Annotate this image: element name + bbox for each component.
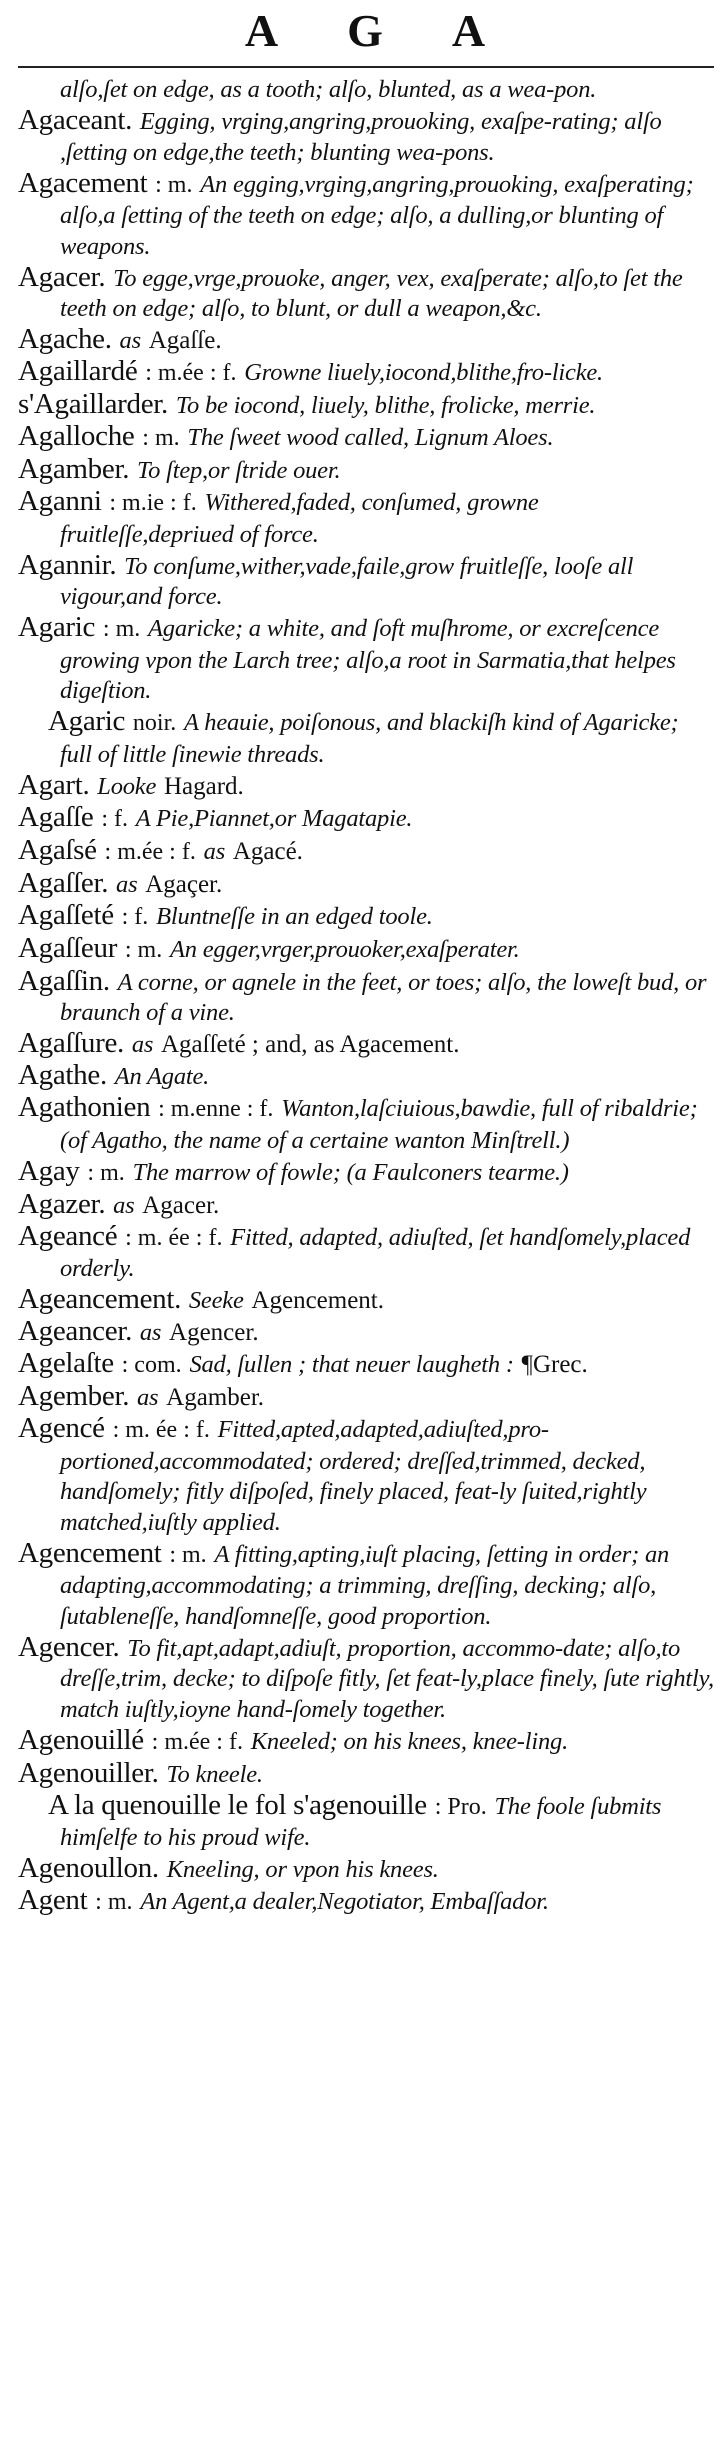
entry-cross-reference: Agaſſe. — [148, 327, 222, 354]
entry-headword: Agart. — [18, 768, 90, 801]
entry-headword: Agencement — [18, 1536, 162, 1569]
entry-headword: Aganni — [18, 485, 102, 517]
entry-grammar-note: : com. — [121, 1352, 182, 1378]
entry-definition: The marrow of fowle; (a Faulconers tearme.) — [132, 1158, 569, 1186]
entry-definition: Fitted,apted,adapted,adiuſted,pro-portioned,accommodated; ordered; dreſſed,trimmed, decked, handſomely; fitly diſpoſed, finely placed, feat-ly ſuited,rightly matched,iuſtly applied. — [60, 1416, 647, 1536]
entry-grammar-note: : m.enne : f. — [158, 1096, 274, 1122]
entry-definition: as — [116, 870, 138, 898]
entry-definition: Sad, ſullen ; that neuer laugheth : — [189, 1351, 514, 1378]
entry-headword: Agaſſure. — [18, 1027, 125, 1059]
dictionary-entry — [18, 1187, 714, 1221]
entry-headword: Agaſſin. — [18, 964, 110, 997]
entry-definition: Kneeling, or vpon his knees. — [166, 1856, 439, 1883]
entry-definition: as — [139, 1319, 162, 1346]
dictionary-entry — [18, 260, 714, 324]
entry-cross-reference: Agaçer. — [145, 870, 223, 898]
entry-headword: Agaceant. — [18, 104, 133, 136]
dictionary-entry — [18, 1219, 714, 1284]
dictionary-entry — [18, 166, 714, 262]
entry-definition: To fit,apt,adapt,adiuſt, proportion, accommo-date; alſo,to dreſſe,trim, decke; to diſpoſe fitly, ſet feat-ly,place finely, ſute rightly, match iuſtly,ioyne hand-ſomely together. — [60, 1634, 714, 1723]
entry-definition: Withered,faded, conſumed, growne fruitleſſe,depriued of force. — [60, 489, 539, 548]
dictionary-entry — [18, 613, 714, 706]
dictionary-entry — [18, 1756, 714, 1790]
entry-cross-reference: Agencer. — [169, 1319, 259, 1346]
entry-grammar-note: : m. — [169, 1541, 207, 1568]
entry-definition: A corne, or agnele in the feet, or toes; alſo, the loweſt bud, or braunch of a vine. — [60, 968, 707, 1026]
dictionary-entry — [18, 707, 714, 769]
entry-headword: Agalloche — [18, 420, 135, 452]
entry-definition: The foole ſubmits himſelfe to his proud wife. — [60, 1792, 662, 1851]
dictionary-entry — [18, 74, 714, 105]
entry-grammar-note: : m. — [155, 171, 193, 198]
dictionary-entry — [18, 1093, 714, 1155]
entry-definition: The ſweet wood called, Lignum Aloes. — [187, 424, 554, 451]
entry-definition: To ſtep,or ſtride ouer. — [136, 457, 341, 484]
entry-grammar-note: : m. — [142, 425, 180, 451]
entry-definition: as — [119, 327, 141, 354]
entry-grammar-note: : m. — [124, 936, 163, 963]
entry-cross-reference: Agencement. — [251, 1287, 385, 1314]
dictionary-entry — [18, 1061, 714, 1092]
entry-cross-reference: Agacer. — [142, 1191, 220, 1219]
entry-grammar-note: : m.ie : f. — [109, 490, 197, 516]
dictionary-entry — [18, 357, 714, 389]
entry-headword: Agazer. — [18, 1187, 106, 1220]
entry-definition: Kneeled; on his knees, knee-ling. — [250, 1727, 568, 1755]
entry-headword: Agaſſeur — [18, 931, 118, 964]
entry-grammar-note: : m. — [95, 1889, 133, 1915]
dictionary-entry — [18, 866, 714, 900]
entry-definition: Fitted, adapted, adiuſted, ſet handſomely,placed orderly. — [60, 1223, 691, 1282]
dictionary-entry — [18, 964, 714, 1028]
entry-cross-reference: Agamber. — [166, 1384, 265, 1411]
dictionary-entry — [18, 455, 714, 486]
entry-headword: Agaric — [18, 611, 96, 643]
entry-headword: Agencer. — [18, 1630, 120, 1663]
dictionary-entry — [18, 325, 714, 356]
entry-definition: A Pie,Piannet,or Magatapie. — [135, 804, 413, 832]
entry-headword: Agenoullon. — [18, 1852, 159, 1884]
dictionary-entry — [18, 931, 714, 966]
entry-grammar-note: : m. — [102, 616, 141, 642]
entry-headword: Ageancement. — [18, 1283, 182, 1315]
entry-definition: as — [136, 1384, 159, 1411]
entry-definition: To egge,vrge,prouoke, anger, vex, exaſperate; alſo,to ſet the teeth on edge; alſo, to blunt, or dull a weapon,&c. — [60, 264, 683, 322]
entry-grammar-note: : m. ée : f. — [112, 1417, 210, 1443]
entry-definition: To kneele. — [166, 1760, 263, 1788]
entry-grammar-note: : Pro. — [434, 1793, 487, 1820]
dictionary-entry — [18, 768, 714, 802]
entry-headword: Agaſſer. — [18, 866, 109, 899]
dictionary-entry — [18, 898, 714, 933]
dictionary-entry — [18, 1029, 714, 1060]
entry-definition: To be iocond, liuely, blithe, frolicke, merrie. — [175, 392, 596, 419]
entry-headword: Agaſsé — [18, 833, 97, 866]
entry-headword: Agenouillé — [18, 1723, 144, 1756]
entry-headword: Agenouiller. — [18, 1756, 159, 1789]
entry-grammar-note: : f. — [121, 903, 149, 930]
dictionary-entry — [18, 833, 714, 868]
entry-definition: as — [113, 1191, 135, 1219]
entry-definition: Agaricke; a white, and ſoft muſhrome, or excreſcence growing vpon the Larch tree; alſo,a root in Sarmatia,that helpes digeſtion. — [60, 615, 676, 704]
entry-definition: Growne liuely,iocond,blithe,fro-licke. — [244, 359, 603, 386]
entry-headword: Agannir. — [18, 548, 117, 581]
entry-headword: Agache. — [18, 323, 112, 355]
dictionary-entry — [18, 487, 714, 549]
entry-headword: Agay — [18, 1154, 80, 1187]
dictionary-entry — [18, 1886, 714, 1918]
entry-grammar-note: : f. — [101, 805, 128, 832]
entry-definition: Egging, vrging,angring,prouoking, exaſpe-rating; alſo ,ſetting on edge,the teeth; blunting wea-pons. — [60, 108, 662, 166]
running-head: A G A — [244, 5, 516, 56]
entry-definition: An egger,vrger,prouoker,exaſperater. — [170, 935, 520, 963]
entry-headword: Agember. — [18, 1380, 130, 1412]
dictionary-entry — [18, 1154, 714, 1189]
entry-cross-reference: ¶Grec. — [521, 1351, 588, 1378]
dictionary-entry — [18, 548, 714, 612]
entry-definition: An Agate. — [114, 1063, 210, 1090]
dictionary-entry — [18, 1317, 714, 1348]
dictionary-entry — [18, 1788, 714, 1853]
entry-headword: Agaric — [48, 705, 126, 737]
entry-headword: Agelaſte — [18, 1347, 114, 1379]
entry-grammar-note: : m. — [87, 1159, 125, 1186]
dictionary-entry — [18, 1285, 714, 1316]
entry-headword: Ageancé — [18, 1219, 118, 1252]
dictionary-entry — [18, 106, 714, 167]
entry-headword: Agent — [18, 1884, 88, 1916]
dictionary-entry — [18, 422, 714, 454]
entry-definition: as — [131, 1031, 154, 1058]
entry-grammar-note: : m. ée : f. — [125, 1224, 223, 1251]
entry-cross-reference: Hagard. — [163, 772, 244, 800]
entry-definition: Looke — [97, 772, 157, 800]
entry-grammar-note: : m.ée : f. — [145, 360, 237, 386]
dictionary-entry — [18, 1349, 714, 1381]
entry-definition: A fitting,apting,iuſt placing, ſetting in order; an adapting,accommodating; a trimming, dreſſing, decking; alſo, ſutableneſſe, handſomneſſe, good proportion. — [60, 1540, 670, 1630]
entry-definition: An Agent,a dealer,Negotiator, Embaſſador. — [140, 1888, 549, 1915]
entry-headword: Ageancer. — [18, 1315, 133, 1347]
entry-grammar-note: : m.ée : f. — [104, 838, 196, 865]
entry-definition: alſo,ſet on edge, as a tooth; alſo, blunted, as a wea-pon. — [60, 76, 597, 103]
dictionary-entry — [18, 1414, 714, 1537]
entry-definition: To conſume,wither,vade,faile,grow fruitleſſe, looſe all vigour,and force. — [60, 552, 634, 610]
entry-headword: Agathe. — [18, 1059, 107, 1091]
dictionary-entry — [18, 1854, 714, 1885]
dictionary-entry — [18, 1723, 714, 1758]
entry-headword: Agencé — [18, 1412, 105, 1444]
dictionary-entry — [18, 800, 714, 835]
entry-headword: Agaſſe — [18, 800, 94, 833]
entry-definition: A heauie, poiſonous, and blackiſh kind of Agaricke; full of little ſinewie threads. — [60, 709, 679, 768]
entry-grammar-note: : m.ée : f. — [151, 1728, 243, 1755]
entry-cross-reference: Agaſſeté ; and, as Agacement. — [161, 1031, 460, 1058]
entry-definition: as — [203, 837, 226, 865]
entry-headword: s'Agaillarder. — [18, 388, 169, 420]
entry-cross-reference: Agacé. — [232, 837, 303, 865]
entry-definition: Bluntneſſe in an edged toole. — [156, 902, 433, 930]
dictionary-entry — [18, 1536, 714, 1632]
dictionary-entry — [18, 390, 714, 421]
entry-headword: Agamber. — [18, 453, 130, 485]
entry-grammar-note: noir. — [132, 710, 177, 736]
entry-definition: Seeke — [188, 1287, 244, 1314]
entry-definition: An egging,vrging,angring,prouoking, exaſperating; alſo,a ſetting of the teeth on edge; alſo, a dulling,or blunting of weapons. — [60, 170, 694, 260]
dictionary-entry — [18, 1382, 714, 1413]
header-rule — [18, 66, 714, 68]
entry-headword: Agaſſeté — [18, 898, 114, 931]
entry-headword: Agacer. — [18, 260, 106, 293]
entry-headword: Agacement — [18, 166, 148, 199]
entry-headword: Agathonien — [18, 1091, 151, 1123]
entry-list — [18, 74, 714, 1918]
dictionary-entry — [18, 1630, 714, 1725]
entry-headword: Agaillardé — [18, 355, 138, 387]
entry-definition: Wanton,laſciuious,bawdie, full of ribaldrie; (of Agatho, the name of a certaine wanton Minſtrell.) — [60, 1095, 698, 1154]
entry-headword: A la quenouille le fol s'agenouille — [48, 1788, 427, 1821]
